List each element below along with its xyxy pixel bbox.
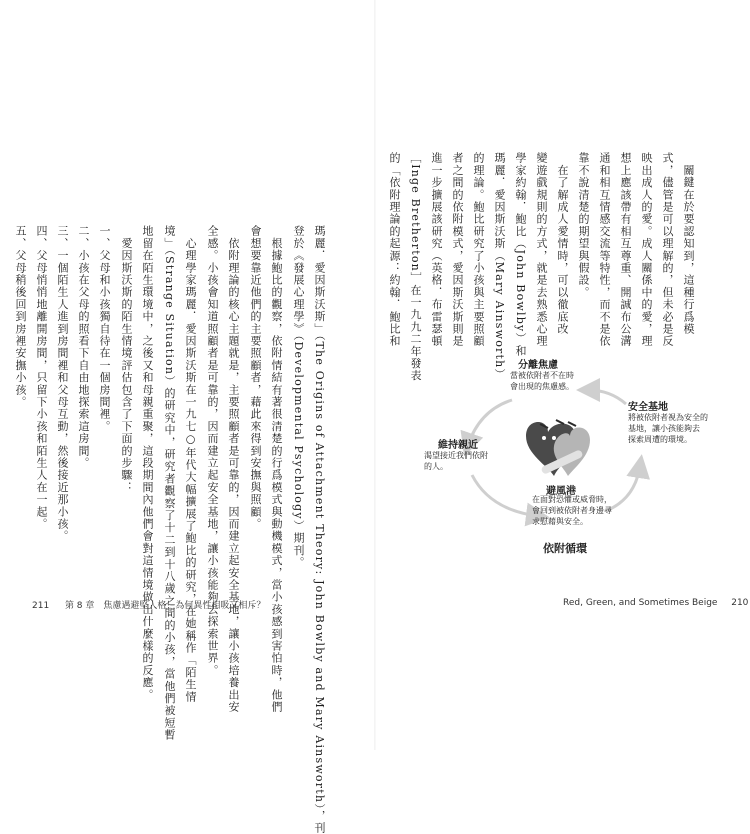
node-bottom-line: 在面對恐懼或威脅時， (532, 495, 612, 504)
right-text-column-4: 想上應該帶有相互尊重、開誠布公溝 (619, 152, 632, 348)
chapter-title: 第 8 章 焦慮遇避堅人格！為何異性相吸又相斥？ (64, 601, 266, 611)
node-right-title: 安全基地 (628, 402, 668, 413)
right-text-column-2: 式，儘管是可以理解的，但未必是反 (661, 152, 674, 348)
hearts-illustration (526, 420, 590, 476)
right-text-column-12: 者之間的依附模式，愛因斯沃斯則是 (451, 152, 464, 348)
left-text-column-2: 登於《發展心理學》（Developmental Psychology）期刊。 (292, 225, 305, 569)
left-text-column-1: 瑪麗．愛因斯沃斯」（The Origins of Attachment Theory: John Bowlby and Mary Ainsworth），刊 (313, 225, 326, 834)
node-top-line: 當被依附者不在時 (510, 371, 574, 380)
left-text-column-7: 心理學家瑪麗．愛因斯沃斯在一九七○年代大幅擴展了鮑比的研究，在她稱作「陌生情 (184, 225, 197, 703)
right-text-column-11: 的理論。鮑比研究了小孩與主要照顧 (472, 152, 485, 348)
right-page-footer (563, 598, 748, 608)
node-top-line: 會出現的焦慮感。 (510, 382, 574, 391)
node-right-line: 基地，讓小孩能夠去 (628, 424, 700, 433)
cycle-arrow-right-top (588, 390, 626, 404)
node-left-desc (424, 450, 488, 472)
left-page-number: 211 (32, 601, 50, 611)
node-top-title: 分離焦慮 (518, 360, 558, 371)
right-text-column-13: 進一步擴展該研究（英格．布雷瑟頓 (430, 152, 443, 348)
left-text-column-8: 境」（Strange Situation）的研究中，研究者觀察了十二到十八歲之間的小孩，當他們被短暫 (163, 225, 176, 742)
left-text-column-11: 一、父母和小孩獨自待在一個房間裡。 (98, 225, 111, 433)
left-text-column-5: 依附理論的核心主題就是，主要照顧者是可靠的，因而建立起安全基地，讓小孩培養出安 (227, 225, 240, 713)
right-text-column-14: ［Inge Bretherton］在一九九二年發表 (409, 152, 422, 382)
left-text-column-3: 根據鮑比的觀察，依附情結有著很清楚的行爲模式與動機模式，當小孩感到害怕時，他們 (270, 225, 283, 713)
left-text-column-13: 三、一個陌生人進到房間裡和父母互動，然後接近那小孩。 (56, 225, 69, 543)
node-right-desc (628, 412, 708, 445)
right-text-column-1: 關鍵在於要認知到，這種行爲模 (682, 152, 695, 335)
diagram-caption: 依附循環 (543, 542, 587, 555)
node-left-line: 的人。 (424, 462, 448, 471)
node-right-line: 將被依附者視為安全的 (628, 413, 708, 422)
right-text-column-10: 瑪麗．愛因斯沃斯（Mary Ainsworth） (493, 152, 506, 381)
node-bottom-desc (532, 494, 612, 527)
right-text-column-9: 學家約翰．鮑比（John Bowlby）和 (514, 152, 527, 357)
left-text-column-12: 二、小孩在父母的照看下自由地探索這房間。 (77, 225, 90, 469)
left-page-footer (32, 598, 265, 611)
book-spine (374, 0, 376, 750)
left-text-column-4: 會想要靠近他們的主要照顧者，藉此來得到安撫與照顧。 (249, 225, 262, 530)
node-bottom-title: 避風港 (546, 486, 576, 497)
node-bottom-line: 求慰藉與安全。 (532, 517, 588, 526)
right-text-column-8: 變遊戲規則的方式，就是去熟悉心理 (535, 152, 548, 348)
node-left-line: 渴望接近我們依附 (424, 451, 488, 460)
right-text-column-6: 靠不說清楚的期望與假設。 (577, 152, 590, 299)
node-left-title: 維持親近 (438, 440, 478, 451)
left-text-column-6: 全感。小孩會知道照顧者是可靠的，因而建立起安全基地，讓小孩能夠去探索世界。 (206, 225, 219, 677)
right-text-column-3: 映出成人的愛。成人關係中的愛，理 (640, 152, 653, 348)
node-top-desc (510, 370, 574, 392)
cycle-arrow-bottom-right (608, 466, 640, 510)
running-head: Red, Green, and Sometimes Beige (563, 598, 718, 608)
left-text-column-15: 五、父母稍後回到房裡安撫小孩。 (14, 225, 27, 408)
right-text-column-5: 通和相互情感交流等特性，而不是依 (598, 152, 611, 348)
left-text-column-9: 地留在陌生環境中，之後又和母親重聚，這段期間內他們會對這情境做出什麼樣的反應。 (141, 225, 154, 701)
node-right-line: 探索周遭的環境。 (628, 435, 692, 444)
right-page-number: 210 (731, 598, 749, 608)
left-text-column-10: 愛因斯沃斯的陌生情境評估包含了下面的步驟： (120, 225, 133, 494)
right-text-column-7: 在了解成人愛情時，可以徹底改 (556, 152, 569, 335)
cycle-arrow-left-bottom (472, 475, 538, 516)
left-text-column-14: 四、父母悄悄地離開房間，只留下小孩和陌生人在一起。 (35, 225, 48, 530)
right-text-column-15: 的「依附理論的起源：約翰．鮑比和 (388, 152, 401, 348)
node-bottom-line: 會回到被依附者身邊尋 (532, 506, 612, 515)
